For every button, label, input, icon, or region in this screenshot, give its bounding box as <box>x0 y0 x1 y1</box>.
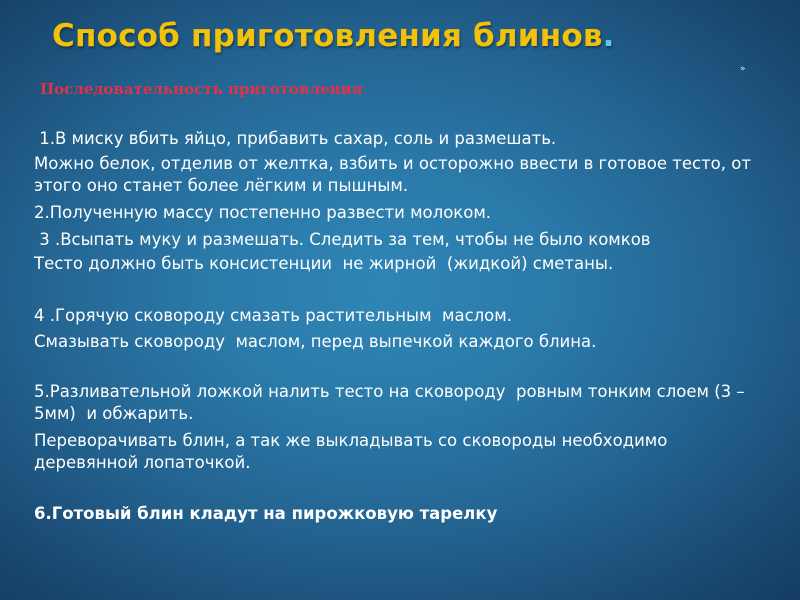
slide-title-text: Способ приготовления блинов <box>52 18 603 54</box>
step-5: 5.Разливательной ложкой налить тесто на сковороду ровным тонким слоем (3 – 5мм) и обжарить. <box>34 382 750 423</box>
slide-title-dot: . <box>602 18 615 54</box>
slide-title <box>52 18 615 54</box>
step-6: 6.Готовый блин кладут на пирожковую тарелку <box>34 504 498 523</box>
step-1: 1.В миску вбить яйцо, прибавить сахар, соль и размешать. <box>34 129 557 148</box>
step-2: 2.Полученную массу постепенно развести молоком. <box>34 203 492 222</box>
slide-subtitle: Последовательность приготовления <box>40 80 363 98</box>
step-3-note: Тесто должно быть консистенции не жирной (жидкой) сметаны. <box>34 254 614 273</box>
step-4-note: Смазывать сковороду маслом, перед выпечкой каждого блина. <box>34 332 597 351</box>
step-1-note: Можно белок, отделив от желтка, взбить и осторожно ввести в готовое тесто, от этого оно станет более лёгким и пышным. <box>34 154 757 195</box>
step-5-note: Переворачивать блин, а так же выкладывать со сковороды необходимо деревянной лопаточкой. <box>34 431 673 472</box>
corner-mark: » <box>740 64 746 74</box>
step-3: 3 .Всыпать муку и размешать. Следить за тем, чтобы не было комков <box>34 230 651 249</box>
step-4: 4 .Горячую сковороду смазать растительным маслом. <box>34 306 512 325</box>
